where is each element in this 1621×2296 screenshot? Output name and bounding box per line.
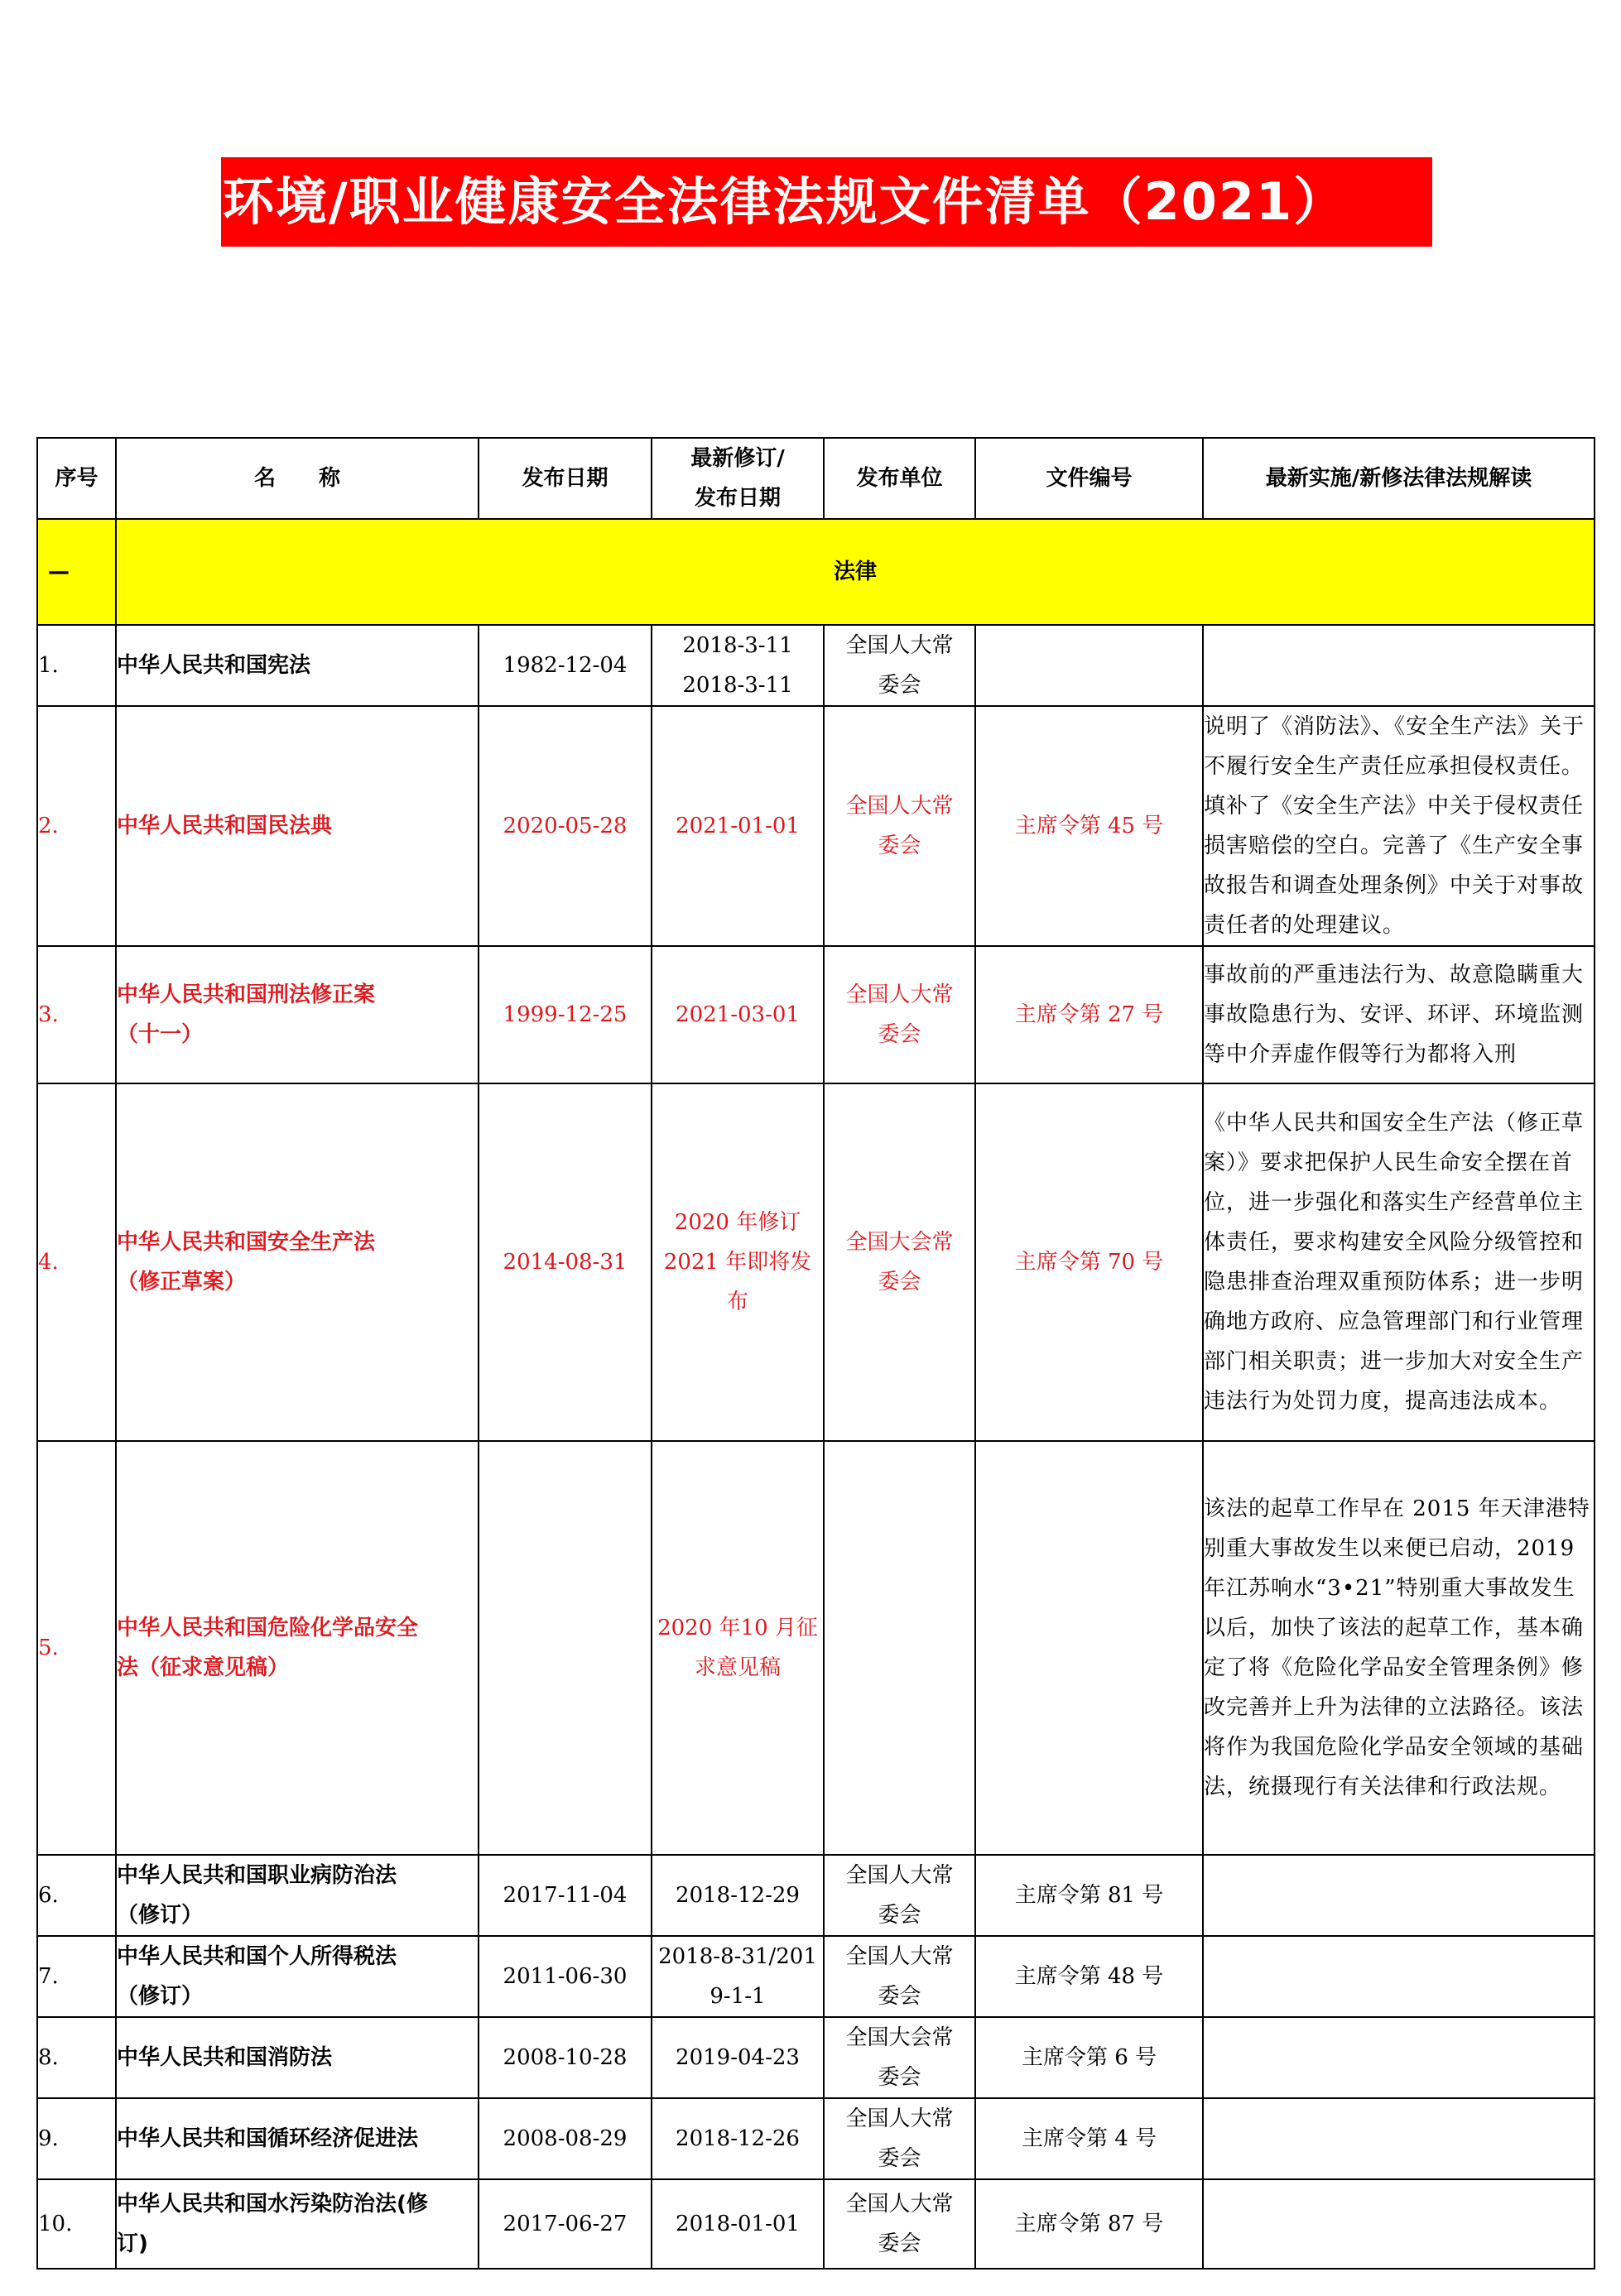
table-row: [37, 706, 1595, 946]
row-interpretation: [1203, 2098, 1595, 2179]
row-interpretation: 事故前的严重违法行为、故意隐瞒重大事故隐患行为、安评、环评、环境监测等中介弄虚作假等行为都将入刑: [1203, 946, 1595, 1083]
table-row: [37, 1855, 1595, 1936]
header-revision-date: [652, 438, 824, 519]
header-name: 名 称: [116, 438, 479, 519]
category-label: 法律: [116, 519, 1595, 625]
row-pub-date: 2011-06-30: [479, 1936, 652, 2017]
row-revision-date: 2021-01-01: [652, 706, 824, 946]
row-seq: 5.: [37, 1441, 116, 1855]
row-name: 中华人民共和国宪法: [116, 625, 479, 706]
table-row: [37, 2098, 1595, 2179]
row-interpretation: [1203, 2017, 1595, 2098]
category-row: [37, 519, 1595, 625]
row-unit: 全国人大常 委会: [824, 2179, 975, 2269]
row-unit: 全国大会常 委会: [824, 1083, 975, 1441]
table-body: [37, 625, 1595, 2269]
row-unit: 全国人大常 委会: [824, 1855, 975, 1936]
row-seq: 2.: [37, 706, 116, 946]
row-doc-number: 主席令第 87 号: [975, 2179, 1203, 2269]
row-doc-number: [975, 1441, 1203, 1855]
row-pub-date: 2014-08-31: [479, 1083, 652, 1441]
row-interpretation: [1203, 1936, 1595, 2017]
table-row: [37, 946, 1595, 1083]
row-name: 中华人民共和国个人所得税法 （修订）: [116, 1936, 479, 2017]
header-interpretation: 最新实施/新修法律法规解读: [1203, 438, 1595, 519]
page-title: 环境/职业健康安全法律法规文件清单（2021）: [221, 157, 1432, 247]
row-pub-date: 2017-06-27: [479, 2179, 652, 2269]
row-interpretation: [1203, 1855, 1595, 1936]
row-revision-date: 2018-12-26: [652, 2098, 824, 2179]
header-unit: 发布单位: [824, 438, 975, 519]
row-pub-date: 2008-08-29: [479, 2098, 652, 2179]
row-seq: 8.: [37, 2017, 116, 2098]
row-revision-date: 2021-03-01: [652, 946, 824, 1083]
row-interpretation: [1203, 625, 1595, 706]
header-revision-line1: 最新修订/: [690, 446, 785, 471]
table-row: [37, 1936, 1595, 2017]
row-doc-number: 主席令第 27 号: [975, 946, 1203, 1083]
row-revision-date: 2018-8-31/201 9-1-1: [652, 1936, 824, 2017]
row-name: 中华人民共和国民法典: [116, 706, 479, 946]
table-header-row: [37, 438, 1595, 519]
table-row: [37, 625, 1595, 706]
header-revision-line2: 发布日期: [694, 486, 781, 511]
row-unit: 全国大会常 委会: [824, 2017, 975, 2098]
row-pub-date: 1982-12-04: [479, 625, 652, 706]
row-doc-number: 主席令第 70 号: [975, 1083, 1203, 1441]
row-name: 中华人民共和国循环经济促进法: [116, 2098, 479, 2179]
row-revision-date: 2020 年修订 2021 年即将发 布: [652, 1083, 824, 1441]
row-name: 中华人民共和国水污染防治法(修 订): [116, 2179, 479, 2269]
row-seq: 6.: [37, 1855, 116, 1936]
header-pub-date: 发布日期: [479, 438, 652, 519]
table-row: [37, 1441, 1595, 1855]
table-row: [37, 1083, 1595, 1441]
row-pub-date: 1999-12-25: [479, 946, 652, 1083]
header-doc-number: 文件编号: [975, 438, 1203, 519]
row-seq: 1.: [37, 625, 116, 706]
row-unit: 全国人大常 委会: [824, 1936, 975, 2017]
row-revision-date: 2018-01-01: [652, 2179, 824, 2269]
row-interpretation: [1203, 2179, 1595, 2269]
row-name: 中华人民共和国危险化学品安全 法（征求意见稿）: [116, 1441, 479, 1855]
row-revision-date: 2019-04-23: [652, 2017, 824, 2098]
row-unit: 全国人大常 委会: [824, 946, 975, 1083]
row-doc-number: [975, 625, 1203, 706]
row-seq: 9.: [37, 2098, 116, 2179]
row-name: 中华人民共和国消防法: [116, 2017, 479, 2098]
row-pub-date: [479, 1441, 652, 1855]
row-pub-date: 2017-11-04: [479, 1855, 652, 1936]
row-unit: 全国人大常 委会: [824, 706, 975, 946]
row-interpretation: 该法的起草工作早在 2015 年天津港特别重大事故发生以来便已启动，2019 年江苏响水“3•21”特别重大事故发生以后，加快了该法的起草工作，基本确定了将《危险化学品安全管理条例》修改完善并上升为法律的立法路径。该法将作为我国危险化学品安全领域的基础法，统摄现行有关法律和行政法规。: [1203, 1441, 1595, 1855]
row-name: 中华人民共和国安全生产法 （修正草案）: [116, 1083, 479, 1441]
row-name: 中华人民共和国职业病防治法 （修订）: [116, 1855, 479, 1936]
row-seq: 10.: [37, 2179, 116, 2269]
row-unit: 全国人大常 委会: [824, 2098, 975, 2179]
row-doc-number: 主席令第 45 号: [975, 706, 1203, 946]
row-name: 中华人民共和国刑法修正案 （十一）: [116, 946, 479, 1083]
row-revision-date: 2018-3-11 2018-3-11: [652, 625, 824, 706]
row-seq: 3.: [37, 946, 116, 1083]
row-interpretation: 《中华人民共和国安全生产法（修正草案）》要求把保护人民生命安全摆在首位，进一步强化和落实生产经营单位主体责任，要求构建安全风险分级管控和隐患排查治理双重预防体系；进一步明确地方政府、应急管理部门和行业管理部门相关职责；进一步加大对安全生产违法行为处罚力度，提高违法成本。: [1203, 1083, 1595, 1441]
row-pub-date: 2020-05-28: [479, 706, 652, 946]
row-revision-date: 2018-12-29: [652, 1855, 824, 1936]
row-doc-number: 主席令第 4 号: [975, 2098, 1203, 2179]
header-seq: 序号: [37, 438, 116, 519]
table-row: [37, 2179, 1595, 2269]
table-row: [37, 2017, 1595, 2098]
regulations-table: [36, 437, 1595, 2270]
row-interpretation: 说明了《消防法》、《安全生产法》关于不履行安全生产责任应承担侵权责任。填补了《安全生产法》中关于侵权责任损害赔偿的空白。完善了《生产安全事故报告和调查处理条例》中关于对事故责任者的处理建议。: [1203, 706, 1595, 946]
row-seq: 7.: [37, 1936, 116, 2017]
row-unit: 全国人大常 委会: [824, 625, 975, 706]
row-pub-date: 2008-10-28: [479, 2017, 652, 2098]
row-doc-number: 主席令第 48 号: [975, 1936, 1203, 2017]
row-revision-date: 2020 年10 月征 求意见稿: [652, 1441, 824, 1855]
row-doc-number: 主席令第 6 号: [975, 2017, 1203, 2098]
row-unit: [824, 1441, 975, 1855]
category-number: —: [37, 519, 116, 625]
row-doc-number: 主席令第 81 号: [975, 1855, 1203, 1936]
row-seq: 4.: [37, 1083, 116, 1441]
